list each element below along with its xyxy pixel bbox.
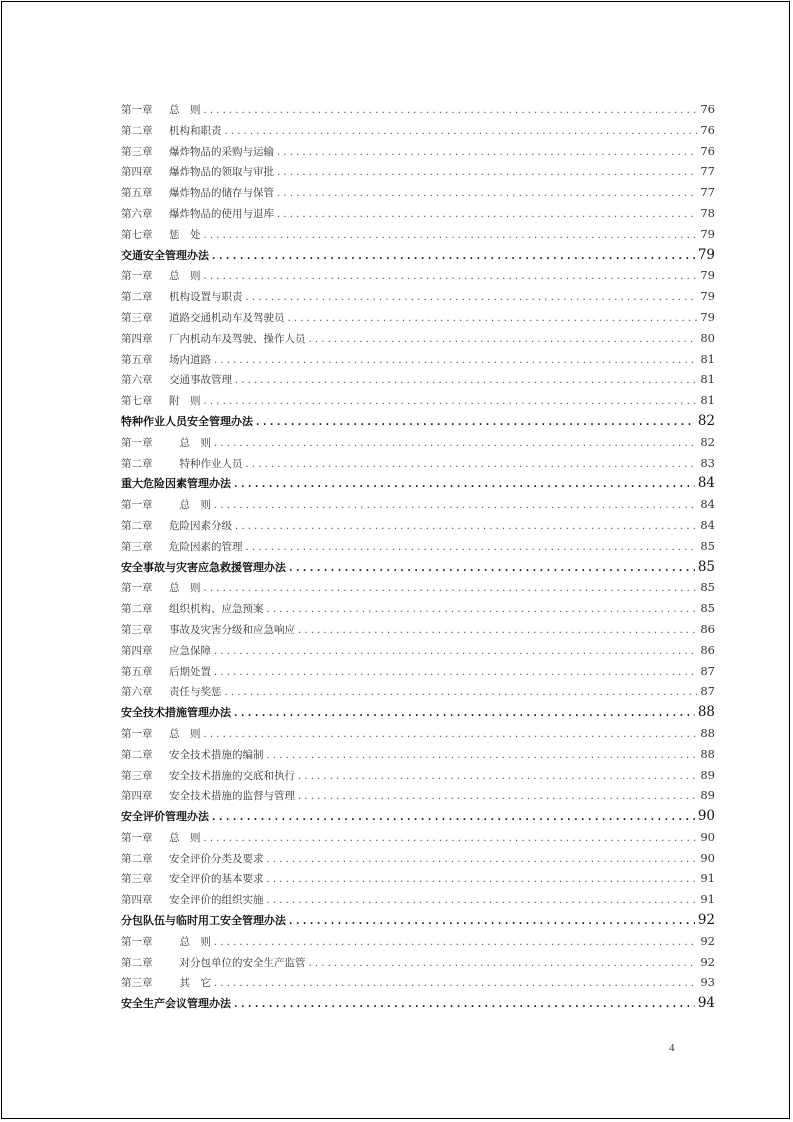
entry-page-number: 78 bbox=[700, 205, 715, 220]
entry-title: 总 则 bbox=[169, 270, 201, 283]
entry-page-number: 81 bbox=[700, 372, 715, 387]
chapter-number: 第三章 bbox=[121, 311, 153, 324]
dot-leader bbox=[267, 850, 698, 869]
toc-chapter-entry[interactable] bbox=[121, 453, 715, 474]
entry-title: 总 则 bbox=[169, 436, 211, 449]
dot-leader bbox=[298, 621, 697, 640]
toc-entry-label bbox=[121, 495, 211, 515]
toc-chapter-entry[interactable] bbox=[121, 99, 715, 120]
chapter-number: 第一章 bbox=[121, 935, 153, 948]
dot-leader bbox=[204, 101, 698, 120]
dot-leader bbox=[288, 309, 698, 328]
dot-leader bbox=[267, 870, 698, 889]
toc-section-heading[interactable] bbox=[121, 993, 715, 1014]
chapter-number: 第二章 bbox=[121, 852, 153, 865]
dot-leader bbox=[298, 767, 697, 786]
entry-title: 后期处置 bbox=[169, 665, 211, 678]
dot-leader bbox=[234, 995, 695, 1014]
entry-page-number: 88 bbox=[700, 725, 715, 740]
entry-page-number: 93 bbox=[700, 975, 715, 990]
toc-entry-label bbox=[121, 433, 211, 453]
toc-chapter-entry[interactable] bbox=[121, 619, 715, 640]
entry-title: 特种作业人员安全管理办法 bbox=[121, 414, 253, 428]
chapter-number: 第五章 bbox=[121, 665, 153, 678]
toc-chapter-entry[interactable] bbox=[121, 765, 715, 786]
dot-leader bbox=[225, 683, 698, 702]
entry-title: 对分包单位的安全生产监管 bbox=[169, 956, 306, 969]
chapter-number: 第四章 bbox=[121, 644, 153, 657]
entry-page-number: 83 bbox=[700, 455, 715, 470]
toc-entry-label bbox=[121, 350, 211, 370]
entry-title: 惩 处 bbox=[169, 228, 201, 241]
table-of-contents bbox=[121, 99, 715, 1014]
toc-entry-label bbox=[121, 828, 201, 848]
toc-section-heading[interactable] bbox=[121, 702, 715, 723]
entry-page-number: 91 bbox=[700, 871, 715, 886]
entry-page-number: 79 bbox=[697, 246, 715, 263]
toc-chapter-entry[interactable] bbox=[121, 661, 715, 682]
dot-leader bbox=[246, 455, 698, 474]
entry-title: 总 则 bbox=[169, 727, 201, 740]
toc-chapter-entry[interactable] bbox=[121, 349, 715, 370]
dot-leader bbox=[246, 538, 698, 557]
toc-chapter-entry[interactable] bbox=[121, 827, 715, 848]
dot-leader bbox=[214, 642, 697, 661]
toc-entry-label bbox=[121, 454, 243, 474]
chapter-number: 第二章 bbox=[121, 748, 153, 761]
entry-title: 安全评价的基本要求 bbox=[169, 873, 264, 886]
entry-page-number: 84 bbox=[697, 475, 715, 492]
chapter-number: 第二章 bbox=[121, 291, 153, 304]
dot-leader bbox=[214, 974, 697, 993]
dot-leader bbox=[277, 205, 697, 224]
entry-title: 总 则 bbox=[169, 499, 211, 512]
toc-entry-label bbox=[121, 807, 209, 827]
entry-title: 总 则 bbox=[169, 935, 211, 948]
toc-entry-label bbox=[121, 703, 231, 723]
chapter-number: 第三章 bbox=[121, 540, 153, 553]
dot-leader bbox=[204, 725, 698, 744]
entry-page-number: 76 bbox=[700, 122, 715, 137]
toc-entry-label bbox=[121, 599, 264, 619]
chapter-number: 第六章 bbox=[121, 374, 153, 387]
entry-title: 安全事故与灾害应急救援管理办法 bbox=[121, 560, 286, 574]
entry-page-number: 86 bbox=[700, 642, 715, 657]
toc-entry-label bbox=[121, 183, 274, 203]
entry-title: 事故及灾害分级和应急响应 bbox=[169, 623, 295, 636]
toc-chapter-entry[interactable] bbox=[121, 848, 715, 869]
toc-section-heading[interactable] bbox=[121, 806, 715, 827]
chapter-number: 第四章 bbox=[121, 894, 153, 907]
entry-title: 分包队伍与临时用工安全管理办法 bbox=[121, 914, 286, 928]
entry-title: 安全评价的组织实施 bbox=[169, 894, 264, 907]
entry-title: 组织机构、应急预案 bbox=[169, 603, 264, 616]
toc-chapter-entry[interactable] bbox=[121, 390, 715, 411]
entry-title: 安全评价分类及要求 bbox=[169, 852, 264, 865]
toc-chapter-entry[interactable] bbox=[121, 265, 715, 286]
entry-title: 爆炸物品的使用与退库 bbox=[169, 207, 274, 220]
dot-leader bbox=[214, 933, 697, 952]
toc-entry-label bbox=[121, 620, 295, 640]
toc-chapter-entry[interactable] bbox=[121, 307, 715, 328]
entry-title: 机构设置与职责 bbox=[169, 291, 243, 304]
toc-entry-label bbox=[121, 869, 264, 889]
entry-title: 总 则 bbox=[169, 831, 201, 844]
entry-page-number: 92 bbox=[700, 954, 715, 969]
toc-chapter-entry[interactable] bbox=[121, 952, 715, 973]
toc-section-heading[interactable] bbox=[121, 411, 715, 432]
entry-page-number: 84 bbox=[700, 497, 715, 512]
toc-entry-label bbox=[121, 412, 253, 432]
entry-title: 交通安全管理办法 bbox=[121, 248, 209, 262]
toc-chapter-entry[interactable] bbox=[121, 723, 715, 744]
toc-entry-label bbox=[121, 662, 211, 682]
chapter-number: 第一章 bbox=[121, 582, 153, 595]
toc-chapter-entry[interactable] bbox=[121, 931, 715, 952]
dot-leader bbox=[277, 143, 697, 162]
entry-title: 安全技术措施的监督与管理 bbox=[169, 790, 295, 803]
dot-leader bbox=[277, 184, 697, 203]
entry-page-number: 90 bbox=[700, 829, 715, 844]
toc-entry-label bbox=[121, 142, 274, 162]
dot-leader bbox=[289, 559, 695, 578]
toc-entry-label bbox=[121, 204, 274, 224]
dot-leader bbox=[235, 371, 697, 390]
entry-title: 特种作业人员 bbox=[169, 457, 243, 470]
dot-leader bbox=[214, 663, 697, 682]
toc-entry-label bbox=[121, 849, 264, 869]
toc-entry-label bbox=[121, 246, 209, 266]
toc-chapter-entry[interactable] bbox=[121, 432, 715, 453]
toc-chapter-entry[interactable] bbox=[121, 141, 715, 162]
entry-title: 爆炸物品的领取与审批 bbox=[169, 166, 274, 179]
entry-page-number: 92 bbox=[700, 933, 715, 948]
entry-title: 场内道路 bbox=[169, 353, 211, 366]
entry-title: 安全技术措施的交底和执行 bbox=[169, 769, 295, 782]
entry-page-number: 79 bbox=[700, 309, 715, 324]
dot-leader bbox=[309, 330, 698, 349]
chapter-number: 第一章 bbox=[121, 727, 153, 740]
toc-entry-label bbox=[121, 474, 231, 494]
entry-page-number: 90 bbox=[700, 850, 715, 865]
toc-entry-label bbox=[121, 225, 201, 245]
toc-section-heading[interactable] bbox=[121, 557, 715, 578]
entry-page-number: 88 bbox=[697, 704, 715, 721]
toc-chapter-entry[interactable] bbox=[121, 286, 715, 307]
toc-entry-label bbox=[121, 994, 231, 1014]
dot-leader bbox=[225, 122, 698, 141]
toc-chapter-entry[interactable] bbox=[121, 328, 715, 349]
toc-entry-label bbox=[121, 287, 243, 307]
toc-section-heading[interactable] bbox=[121, 245, 715, 266]
toc-entry-label bbox=[121, 953, 306, 973]
toc-entry-label bbox=[121, 911, 286, 931]
toc-entry-label bbox=[121, 370, 232, 390]
chapter-number: 第一章 bbox=[121, 831, 153, 844]
toc-section-heading[interactable] bbox=[121, 910, 715, 931]
toc-entry-label bbox=[121, 391, 201, 411]
dot-leader bbox=[204, 267, 698, 286]
dot-leader bbox=[256, 413, 695, 432]
dot-leader bbox=[214, 351, 697, 370]
entry-page-number: 80 bbox=[700, 330, 715, 345]
toc-entry-label bbox=[121, 121, 222, 141]
chapter-number: 第一章 bbox=[121, 436, 153, 449]
entry-title: 安全技术措施的编制 bbox=[169, 748, 264, 761]
chapter-number: 第四章 bbox=[121, 332, 153, 345]
dot-leader bbox=[267, 600, 698, 619]
entry-title: 安全评价管理办法 bbox=[121, 810, 209, 824]
entry-page-number: 87 bbox=[700, 663, 715, 678]
entry-page-number: 82 bbox=[697, 412, 715, 429]
dot-leader bbox=[267, 746, 698, 765]
entry-page-number: 91 bbox=[700, 892, 715, 907]
toc-entry-label bbox=[121, 558, 286, 578]
entry-page-number: 86 bbox=[700, 621, 715, 636]
dot-leader bbox=[234, 475, 695, 494]
entry-title: 危险因素分级 bbox=[169, 519, 232, 532]
dot-leader bbox=[246, 288, 698, 307]
entry-page-number: 87 bbox=[700, 684, 715, 699]
toc-chapter-entry[interactable] bbox=[121, 889, 715, 910]
entry-page-number: 77 bbox=[700, 164, 715, 179]
dot-leader bbox=[267, 891, 698, 910]
chapter-number: 第三章 bbox=[121, 977, 153, 990]
chapter-number: 第五章 bbox=[121, 353, 153, 366]
entry-page-number: 94 bbox=[697, 995, 715, 1012]
toc-chapter-entry[interactable] bbox=[121, 577, 715, 598]
toc-entry-label bbox=[121, 162, 274, 182]
dot-leader bbox=[214, 496, 697, 515]
chapter-number: 第四章 bbox=[121, 790, 153, 803]
entry-title: 厂内机动车及驾驶、操作人员 bbox=[169, 332, 306, 345]
entry-title: 总 则 bbox=[169, 104, 201, 116]
toc-chapter-entry[interactable] bbox=[121, 536, 715, 557]
entry-page-number: 92 bbox=[697, 912, 715, 929]
chapter-number: 第三章 bbox=[121, 145, 153, 158]
toc-entry-label bbox=[121, 890, 264, 910]
toc-chapter-entry[interactable] bbox=[121, 744, 715, 765]
entry-title: 总 则 bbox=[169, 582, 201, 595]
toc-entry-label bbox=[121, 682, 222, 702]
entry-title: 附 则 bbox=[169, 395, 201, 408]
dot-leader bbox=[298, 787, 697, 806]
toc-entry-label bbox=[121, 308, 285, 328]
dot-leader bbox=[214, 434, 697, 453]
toc-entry-label bbox=[121, 100, 201, 120]
chapter-number: 第七章 bbox=[121, 228, 153, 241]
toc-section-heading[interactable] bbox=[121, 473, 715, 494]
entry-title: 交通事故管理 bbox=[169, 374, 232, 387]
toc-chapter-entry[interactable] bbox=[121, 494, 715, 515]
entry-title: 爆炸物品的储存与保管 bbox=[169, 187, 274, 200]
chapter-number: 第二章 bbox=[121, 457, 153, 470]
entry-title: 安全技术措施管理办法 bbox=[121, 706, 231, 720]
entry-page-number: 89 bbox=[700, 767, 715, 782]
chapter-number: 第一章 bbox=[121, 270, 153, 283]
entry-page-number: 85 bbox=[700, 580, 715, 595]
toc-chapter-entry[interactable] bbox=[121, 369, 715, 390]
chapter-number: 第二章 bbox=[121, 603, 153, 616]
toc-entry-label bbox=[121, 266, 201, 286]
toc-entry-label bbox=[121, 578, 201, 598]
entry-page-number: 81 bbox=[700, 351, 715, 366]
toc-chapter-entry[interactable] bbox=[121, 203, 715, 224]
toc-entry-label bbox=[121, 641, 211, 661]
entry-title: 重大危险因素管理办法 bbox=[121, 477, 231, 491]
dot-leader bbox=[212, 247, 695, 266]
toc-chapter-entry[interactable] bbox=[121, 972, 715, 993]
toc-entry-label bbox=[121, 516, 232, 536]
toc-entry-label bbox=[121, 786, 295, 806]
toc-entry-label bbox=[121, 537, 243, 557]
entry-page-number: 81 bbox=[700, 393, 715, 408]
entry-page-number: 77 bbox=[700, 185, 715, 200]
chapter-number: 第四章 bbox=[121, 166, 153, 179]
toc-chapter-entry[interactable] bbox=[121, 182, 715, 203]
toc-chapter-entry[interactable] bbox=[121, 681, 715, 702]
toc-chapter-entry[interactable] bbox=[121, 224, 715, 245]
entry-title: 其 它 bbox=[169, 977, 211, 990]
entry-page-number: 88 bbox=[700, 746, 715, 761]
entry-page-number: 84 bbox=[700, 517, 715, 532]
chapter-number: 第三章 bbox=[121, 873, 153, 886]
dot-leader bbox=[204, 579, 698, 598]
entry-page-number: 76 bbox=[700, 102, 715, 116]
toc-entry-label bbox=[121, 932, 211, 952]
dot-leader bbox=[289, 912, 695, 931]
chapter-number: 第二章 bbox=[121, 956, 153, 969]
entry-title: 爆炸物品的采购与运输 bbox=[169, 145, 274, 158]
entry-title: 机构和职责 bbox=[169, 124, 222, 137]
toc-chapter-entry[interactable] bbox=[121, 640, 715, 661]
chapter-number: 第一章 bbox=[121, 104, 153, 116]
document-page bbox=[1, 1, 790, 1119]
entry-page-number: 89 bbox=[700, 788, 715, 803]
dot-leader bbox=[235, 517, 697, 536]
dot-leader bbox=[309, 954, 698, 973]
entry-page-number: 85 bbox=[700, 538, 715, 553]
toc-entry-label bbox=[121, 745, 264, 765]
toc-chapter-entry[interactable] bbox=[121, 120, 715, 141]
page-number: 4 bbox=[669, 1042, 675, 1054]
toc-chapter-entry[interactable] bbox=[121, 598, 715, 619]
chapter-number: 第六章 bbox=[121, 686, 153, 699]
toc-chapter-entry[interactable] bbox=[121, 868, 715, 889]
dot-leader bbox=[204, 829, 698, 848]
entry-title: 安全生产会议管理办法 bbox=[121, 997, 231, 1011]
toc-entry-label bbox=[121, 329, 306, 349]
chapter-number: 第六章 bbox=[121, 207, 153, 220]
entry-title: 危险因素的管理 bbox=[169, 540, 243, 553]
toc-entry-label bbox=[121, 724, 201, 744]
entry-page-number: 79 bbox=[700, 289, 715, 304]
entry-page-number: 85 bbox=[697, 558, 715, 575]
dot-leader bbox=[204, 392, 698, 411]
chapter-number: 第七章 bbox=[121, 395, 153, 408]
entry-page-number: 90 bbox=[697, 808, 715, 825]
entry-page-number: 82 bbox=[700, 434, 715, 449]
dot-leader bbox=[212, 808, 695, 827]
entry-page-number: 85 bbox=[700, 601, 715, 616]
chapter-number: 第三章 bbox=[121, 769, 153, 782]
toc-entry-label bbox=[121, 766, 295, 786]
chapter-number: 第五章 bbox=[121, 187, 153, 200]
entry-page-number: 79 bbox=[700, 226, 715, 241]
toc-chapter-entry[interactable] bbox=[121, 161, 715, 182]
toc-entry-label bbox=[121, 973, 211, 993]
entry-page-number: 79 bbox=[700, 268, 715, 283]
chapter-number: 第一章 bbox=[121, 499, 153, 512]
entry-title: 应急保障 bbox=[169, 644, 211, 657]
entry-title: 道路交通机动车及驾驶员 bbox=[169, 311, 285, 324]
chapter-number: 第二章 bbox=[121, 124, 153, 137]
toc-chapter-entry[interactable] bbox=[121, 515, 715, 536]
dot-leader bbox=[204, 226, 698, 245]
entry-title: 责任与奖惩 bbox=[169, 686, 222, 699]
entry-page-number: 76 bbox=[700, 143, 715, 158]
dot-leader bbox=[277, 163, 697, 182]
toc-chapter-entry[interactable] bbox=[121, 785, 715, 806]
chapter-number: 第二章 bbox=[121, 519, 153, 532]
chapter-number: 第三章 bbox=[121, 623, 153, 636]
dot-leader bbox=[234, 704, 695, 723]
